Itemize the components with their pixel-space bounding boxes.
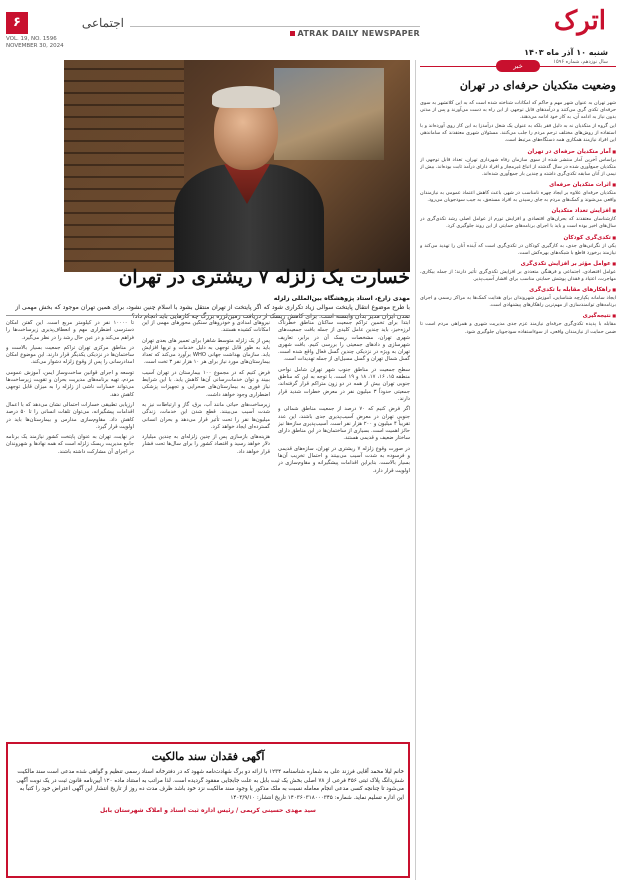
paragraph: سطح جمعیت در مناطق جنوب شهر تهران شامل نواحی منطقه ۱۵، ۱۶، ۱۷، ۱۸ و ۱۹ است. با توجه به این که مناطق جنوبی تهران بیش از همه در دو زون متراکم قرار گرفته‌اند، جمعیتی حدوداً ۳ میلیون نفر در معرض خطرات شدید قرار دارند. [278, 366, 410, 402]
article-headline: خسارت یک زلزله ۷ ریشتری در تهران [118, 267, 410, 288]
sidebar-article [420, 60, 616, 880]
brand-english-text: ATRAK DAILY NEWSPAPER [297, 29, 420, 38]
paragraph: این گروه از متکدیان نه به دلیل فقر بلکه به عنوان یک شغل درآمدزا به این کار روی آورده‌اند و با استفاده از روش‌های مختلف ترحم مردم را جلب می‌کنند. مسئولان شهری معتقدند که ساماندهی این افراد نیازمند همکاری همه دستگاه‌های مرتبط است. [420, 123, 616, 144]
brand-english [290, 29, 420, 38]
divider [6, 315, 410, 316]
article-subhead-text: با طرح موضوع انتقال پایتخت سوالی زیاد تکراری شود که اگر پایتخت از تهران منتقل بشود با اسلام چنین نشود، برای همین تهران موجود که بخش مهمی از تمدن ایران مدیر بدان وابسته است. برای کاهش ریسک از دریافت زمین‌لرزه بزرگ چه کارهایی باید انجام داد؟ [15, 304, 410, 320]
paragraph: فرض کنیم که در مجموع ۱۰۰ بیمارستان در تهران آسیب ببیند و توان خدمات‌رسانی آن‌ها کاهش یابد. با این شرایط نیاز فوری به بیمارستان‌های صحرایی و تجهیزات پزشکی اضطراری وجود خواهد داشت. [142, 369, 270, 398]
subheading: ■ راهکارهای مقابله با تکدی‌گری [420, 286, 616, 294]
paragraph: در نهایت، تهران به عنوان پایتخت کشور نیازمند یک برنامه جامع مدیریت ریسک زلزله است که همه نهادها و شهروندان در اجرای آن مشارکت داشته باشند. [6, 434, 134, 455]
paragraph: ایجاد سامانه یکپارچه شناسایی، آموزش شهروندان برای هدایت کمک‌ها به مراکز رسمی و اجرای برنامه‌های توانمندسازی از مهم‌ترین راهکارهای پیشنهادی است. [420, 295, 616, 309]
sidebar-body [420, 100, 616, 880]
paragraph: متکدیان حرفه‌ای علاوه بر ایجاد چهره نامناسب در شهر، باعث کاهش اعتماد عمومی به نیازمندان واقعی می‌شوند و کمک‌های مردم به جای رسیدن به افراد مستحق، به جیب سودجویان می‌رود. [420, 190, 616, 204]
date-main: شنبه ۱۰ آذر ماه ۱۴۰۳ [524, 48, 608, 57]
date-sub: سال نوزدهم، شماره ۱۵۹۶ [553, 59, 608, 65]
notice-title: آگهی فقدان سند مالکیت [151, 750, 265, 763]
paragraph: هزینه‌های بازسازی پس از چنین زلزله‌ای به چندین میلیارد دلار خواهد رسید و اقتصاد کشور را برای سال‌ها تحت فشار قرار خواهد داد. [142, 434, 270, 455]
issue-date-en: NOVEMBER 30, 2024 [6, 43, 64, 49]
subheading: ■ اثرات متکدیان حرفه‌ای [420, 181, 616, 189]
paragraph: یکی از نگرانی‌های جدی، به کارگیری کودکان در تکدی‌گری است که آینده آنان را تهدید می‌کند و نیازمند برخورد قاطع با شبکه‌های بهره‌کش است. [420, 242, 616, 256]
paragraph: براساس آخرین آمار منتشر شده از سوی سازمان رفاه شهرداری تهران، تعداد قابل توجهی از متکدیان جمع‌آوری شده در سال گذشته از اتباع غیرمجاز و افراد دارای درآمد ثابت بوده‌اند. بیش از نیمی از آنان سابقه تکدی‌گری داشته و چندین بار جمع‌آوری شده‌اند. [420, 156, 616, 177]
paragraph: در مناطق مرکزی تهران تراکم جمعیت بسیار بالاست و ساختمان‌ها در نزدیکی یکدیگر قرار دارند. این موضوع امکان امدادرسانی را پس از وقوع زلزله دشوار می‌کند. [6, 344, 134, 366]
paragraph: مقابله با پدیده تکدی‌گری حرفه‌ای نیازمند عزم جدی مدیریت شهری و همراهی مردم است تا ضمن حمایت از نیازمندان واقعی، از سوءاستفاده سودجویان جلوگیری شود. [420, 321, 616, 335]
paragraph: اگر فرض کنیم که ۷۰ درصد از جمعیت مناطق شمالی و جنوبی تهران در معرض آسیب‌پذیری جدی باشند، این عدد تقریباً ۴ میلیون و ۲۰۰ هزار نفر است. آسیب‌پذیری سازه‌ها نیز حائز اهمیت است. بسیاری از ساختمان‌ها در این مناطق دارای ساختار ضعیف و قدیمی هستند. [278, 406, 410, 442]
brand-bar [130, 26, 420, 38]
notice-signature: سید مهدی حسینی کریمی / رئیس اداره ثبت اسناد و املاک شهرستان بابل [100, 807, 316, 815]
subheading: ■ افزایش تعداد متکدیان [420, 207, 616, 215]
notice-body: خانم لیلا محمد آقایی فرزند علی به شماره شناسنامه ۱۲۳۴ با ارائه دو برگ شهادت‌نامه شهود که در دفترخانه اسناد رسمی تنظیم و گواهی شده مدعی است سند مالکیت شش‌دانگ پلاک ثبتی ۴۵۶ فرعی از ۷۸ اصلی بخش یک ثبت بابل به علت جابجایی مفقود گردیده است. لذا مراتب به استناد ماده ۱۲۰ آیین‌نامه قانون ثبت در یک نوبت آگهی می‌شود تا چنانچه کسی مدعی انجام معامله نسبت به ملک مذکور یا وجود سند مالکیت نزد خود باشد ظرف مدت ده روز از تاریخ انتشار این آگهی اعتراض خود را کتباً به این اداره تسلیم نماید. شماره: ۱۴۰۳۶۰۳۱۸۰۰۰۳۴۵ تاریخ انتشار: ۱۴۰۳/۹/۱۰ [16, 769, 404, 801]
volume-line: VOL. 19, NO. 1596 [6, 36, 57, 42]
article-photo [64, 60, 410, 272]
subheading: ■ تکدی‌گری کودکان [420, 234, 616, 242]
paragraph: نیروهای امدادی و خودروهای سنگین محورهای مهمی از این امکانات کشیده هستند. [142, 320, 270, 334]
article-lead-name: مهدی زارع، استاد پژوهشگاه بین‌المللی زلزله [273, 295, 410, 302]
article-column-3 [6, 320, 134, 738]
subheading: ■ نتیجه‌گیری [420, 312, 616, 320]
subheading: ■ عوامل مؤثر بر افزایش تکدی‌گری [420, 260, 616, 268]
paragraph: پس از یک زلزله متوسط شاهرا برای تعمیر های بعدی تهران باید به طور قابل توجهی به دلیل خدمات و تریها افزایش یابد. سازمان بهداشت جهانی WHO برآورد می‌کند که تعداد بیمارستان‌های مورد نیاز برای هر ۱۰ هزار نفر ۳ تخت است. [142, 337, 270, 366]
paragraph: تا ۱۰۰۰۰ نفر در کیلومتر مربع است. این گفتن امکان دسترسی اضطراری مهم و انعطاف‌پذیری زیرساخت‌ها را فراهم می‌کند و در عین حال رشد را در نظر می‌گیرد. [6, 320, 134, 341]
logo-text: اترک [553, 6, 606, 36]
paragraph: عوامل اقتصادی، اجتماعی و فرهنگی متعددی بر افزایش تکدی‌گری تأثیر دارند؛ از جمله بیکاری، مهاجرت، اعتیاد و فقدان پوشش حمایتی مناسب برای اقشار آسیب‌پذیر. [420, 268, 616, 282]
paragraph: شهر تهران به عنوان شهر مهم و حاکم که امکانات شناخته شده است که به این کلانشهر به سوی حرفه‌ای تکدی گری می‌کنند و درآمدهای قابل توجهی از این راه به دست می‌آورند و پس از مدتی بدون نیاز به ادامه آن، به کار خود ادامه می‌دهند. [420, 100, 616, 121]
article-column-2 [142, 320, 270, 738]
sidebar-headline: وضعیت متکدیان حرفه‌ای در تهران [459, 79, 616, 92]
paragraph: توسعه و اجرای قوانین ساخت‌وساز ایمن، آموزش عمومی مردم، تهیه برنامه‌های مدیریت بحران و تقویت زیرساخت‌ها می‌تواند خسارات ناشی از زلزله را به میزان قابل توجهی کاهش دهد. [6, 369, 134, 398]
article-column-1 [278, 320, 410, 738]
paragraph: در صورت وقوع زلزله ۷ ریشتری در تهران، سازه‌های قدیمی و فرسوده به شدت آسیب می‌بینند و احتمال تخریب آن‌ها بسیار بالاست. بنابراین اقدامات پیشگیرانه و مقاوم‌سازی در اولویت قرار دارد. [278, 445, 410, 474]
paragraph: ابتدا برای تخمین تراکم جمعیت ساکنان مناطق خطرناک لرزه‌خیز، باید چندین عامل کلیدی از جمله بافت جمعیت‌های شهری تهران، مشخصات ریسک آن در برابر، تعاریف شهرسازی و دادهای جمعیتی را بررسی کنیم. بافت شهری تهران به ویژه در نزدیکی چندین گسل فعال واقع شده است. گسل شمال تهران و گسل مسیل‌ای از جمله تهدیدات است. [278, 320, 410, 363]
section-name: اجتماعی [81, 16, 124, 30]
news-tag: خبر [496, 60, 540, 72]
photo-bookshelf [64, 60, 184, 272]
subheading: ■ آمار متکدیان حرفه‌ای در تهران [420, 148, 616, 156]
photo-person-hair [212, 86, 280, 108]
photo-painting [274, 68, 384, 160]
volume-info [6, 36, 124, 50]
paragraph: زیرساخت‌های حیاتی مانند آب، برق، گاز و ارتباطات نیز به شدت آسیب می‌بینند. قطع شدن این خدمات، زندگی میلیون‌ها نفر را تحت تأثیر قرار می‌دهد و بحران انسانی گسترده‌ای ایجاد خواهد کرد. [142, 401, 270, 430]
legal-notice [6, 742, 410, 878]
brand-dot-icon [290, 31, 295, 36]
page-number: ۶ [6, 12, 28, 34]
paragraph: کارشناسان معتقدند که بحران‌های اقتصادی و افزایش تورم از عوامل اصلی رشد تکدی‌گری در سال‌های اخیر بوده است و باید با اجرای برنامه‌های حمایتی از این روند جلوگیری کرد. [420, 216, 616, 230]
paragraph: ارزیابی تطبیقی خسارات احتمالی نشان می‌دهد که با اعمال اقدامات پیشگیرانه، می‌توان تلفات انسانی را تا ۵۰ درصد کاهش داد. مقاوم‌سازی مدارس و بیمارستان‌ها باید در اولویت قرار گیرد. [6, 401, 134, 430]
column-divider [415, 60, 416, 880]
article-subhead [6, 294, 410, 321]
newspaper-logo [552, 4, 606, 42]
